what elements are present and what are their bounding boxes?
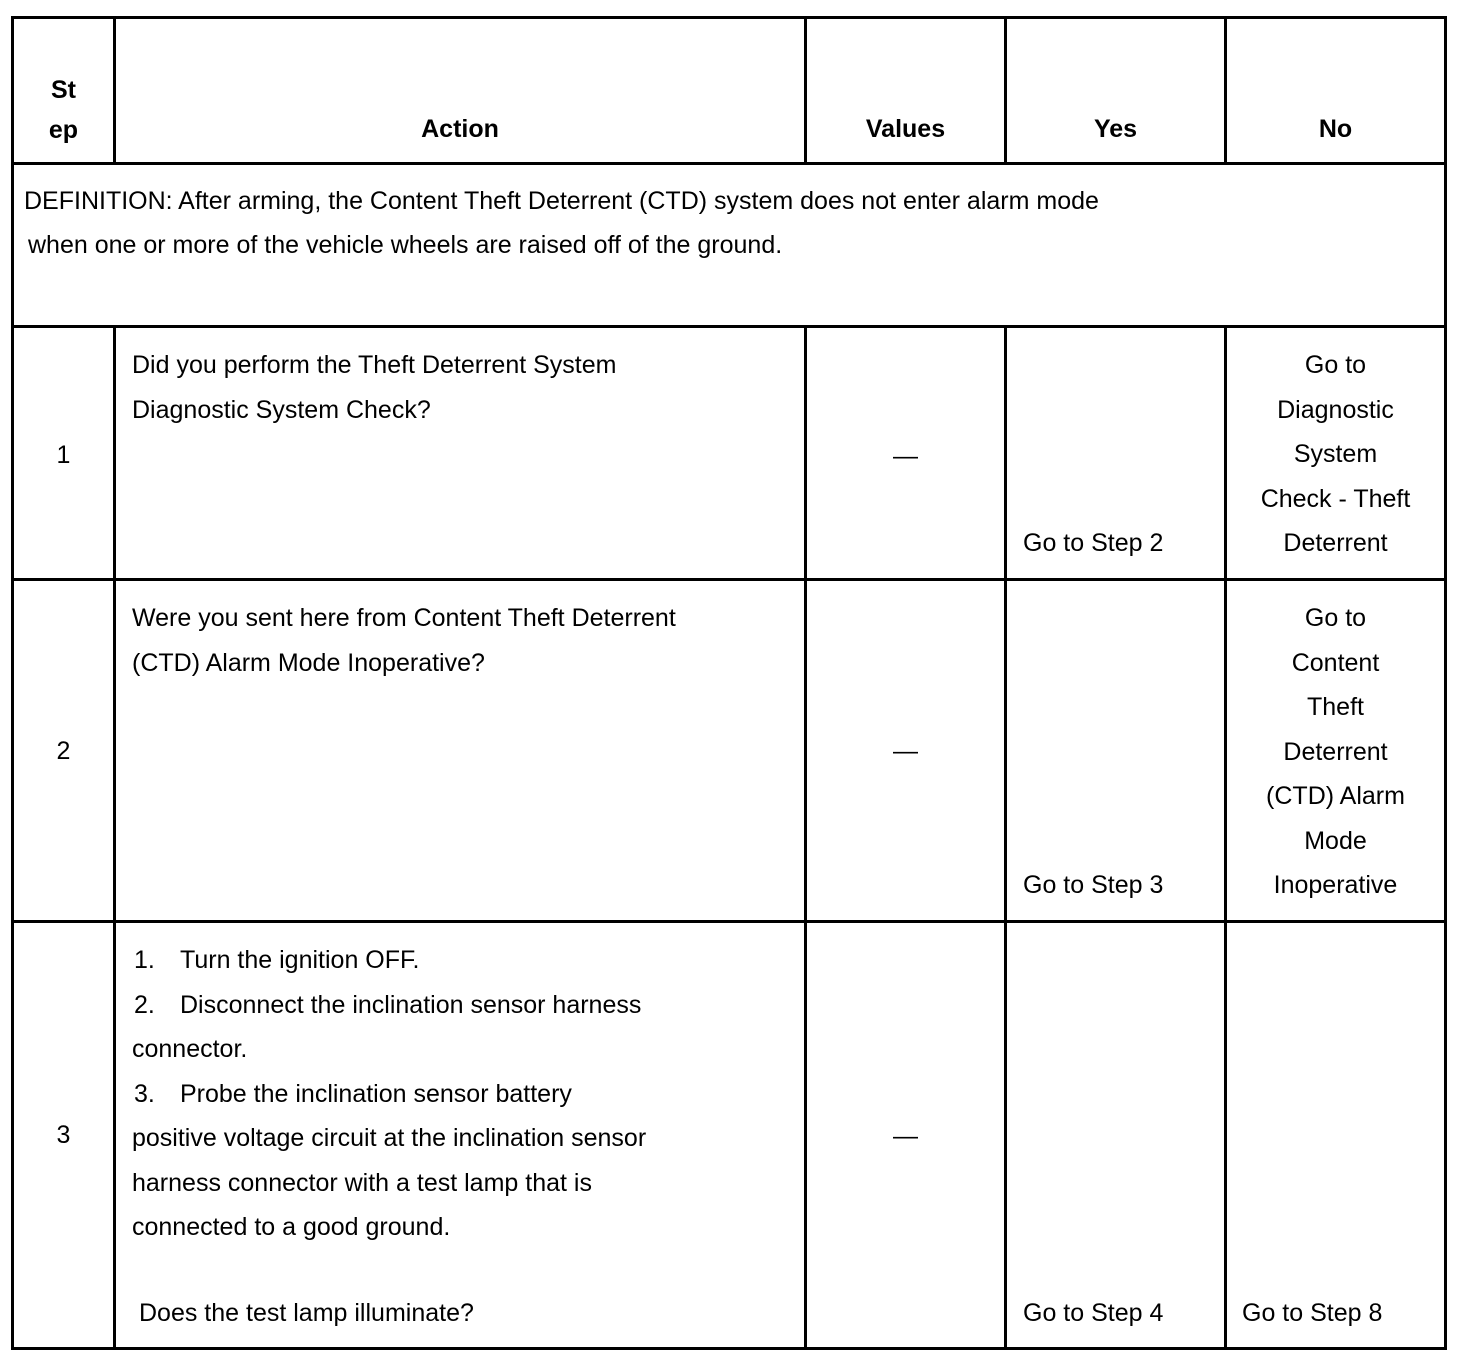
item-number: 2. xyxy=(134,990,155,1019)
row1-no-line: Diagnostic xyxy=(1277,395,1394,424)
item-text: Disconnect the inclination sensor harness xyxy=(180,990,642,1019)
item-continuation: connector. xyxy=(132,1035,248,1063)
row2-no-line: Inoperative xyxy=(1273,871,1398,899)
row1-step: 1 xyxy=(56,441,71,469)
rule-col1-body xyxy=(113,325,116,1350)
item-text: Turn the ignition OFF. xyxy=(180,946,420,974)
header-step-line2: ep xyxy=(48,116,79,144)
row2-no-line: (CTD) Alarm xyxy=(1266,782,1405,810)
row2-no-line: Mode xyxy=(1304,826,1367,855)
diagnostic-table xyxy=(11,16,1447,1350)
row2-no-line: Theft xyxy=(1307,693,1364,721)
rule-header-bottom xyxy=(11,162,1447,165)
header-no: No xyxy=(1318,115,1353,143)
header-yes: Yes xyxy=(1093,115,1138,143)
row1-action-line1: Did you perform the Theft Deterrent System xyxy=(132,351,617,379)
row1-yes: Go to Step 2 xyxy=(1023,529,1164,557)
row1-no-line: Deterrent xyxy=(1283,529,1388,557)
item-number: 3. xyxy=(134,1079,155,1108)
row3-action-item xyxy=(132,938,646,983)
row3-action-item xyxy=(132,1072,646,1117)
item-number: 1. xyxy=(134,946,155,974)
header-step xyxy=(14,70,113,150)
row3-no: Go to Step 8 xyxy=(1242,1299,1383,1327)
row3-value: — xyxy=(893,1122,918,1150)
item-text: Probe the inclination sensor battery xyxy=(180,1079,572,1108)
rule-col2-body xyxy=(804,325,807,1350)
definition-line1: DEFINITION: After arming, the Content Theft Deterrent (CTD) system does not enter alarm mode xyxy=(24,187,1099,215)
row2-yes: Go to Step 3 xyxy=(1023,871,1164,899)
row2-value: — xyxy=(893,737,918,765)
row3-yes: Go to Step 4 xyxy=(1023,1299,1164,1327)
header-action: Action xyxy=(421,115,499,143)
row1-value: — xyxy=(893,442,918,470)
row1-no xyxy=(1227,343,1444,566)
row3-action xyxy=(132,938,646,1250)
item-continuation: positive voltage circuit at the inclination sensor xyxy=(132,1124,647,1152)
row2-no-line: Deterrent xyxy=(1283,737,1388,766)
rule-definition-bottom xyxy=(11,325,1447,328)
row1-no-line: Go to xyxy=(1304,351,1367,379)
row3-question: Does the test lamp illuminate? xyxy=(139,1299,474,1327)
row2-no-line: Content xyxy=(1291,648,1380,677)
item-continuation: harness connector with a test lamp that is xyxy=(132,1168,592,1197)
rule-row2-bottom xyxy=(11,920,1447,923)
row2-action-line2: (CTD) Alarm Mode Inoperative? xyxy=(132,649,485,677)
header-step-line1: St xyxy=(51,76,76,104)
row1-action-line2: Diagnostic System Check? xyxy=(132,396,431,424)
rule-row1-bottom xyxy=(11,578,1447,581)
row3-action-item xyxy=(132,983,646,1028)
row3-step: 3 xyxy=(56,1121,71,1149)
definition-line2: when one or more of the vehicle wheels are raised off of the ground. xyxy=(28,231,783,259)
header-values: Values xyxy=(865,115,946,143)
row2-step: 2 xyxy=(56,737,71,765)
item-continuation: connected to a good ground. xyxy=(132,1213,451,1241)
row2-no-line: Go to xyxy=(1304,604,1367,632)
rule-right xyxy=(1444,16,1447,1350)
rule-col3-body xyxy=(1004,325,1007,1350)
rule-top xyxy=(11,16,1447,19)
row1-no-line: System xyxy=(1293,440,1378,468)
row1-no-line: Check - Theft xyxy=(1260,484,1411,513)
row2-action-line1: Were you sent here from Content Theft Deterrent xyxy=(132,604,676,632)
row2-no xyxy=(1227,596,1444,908)
rule-bottom xyxy=(11,1347,1447,1350)
